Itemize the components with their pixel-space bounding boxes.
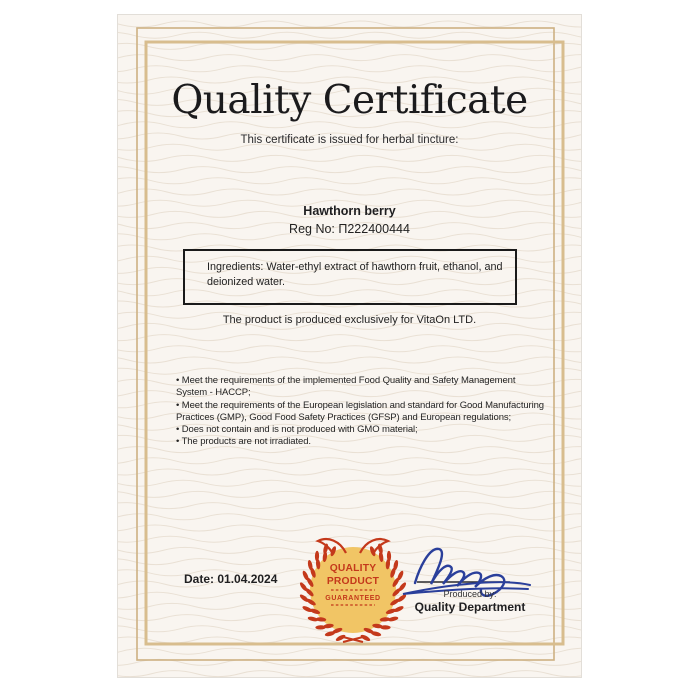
produced-by-label: Produced by:	[443, 589, 497, 599]
badge-text-quality: QUALITY	[329, 563, 377, 574]
requirement-item: • The products are not irradiated.	[176, 436, 311, 448]
requirement-item: • Meet the requirements of the European legislation and standard for Good Manufacturing Practices (GMP), Good Food Safety Practices (GFSP) and European regulations;	[176, 399, 544, 423]
registration-number: Reg No: П222400444	[289, 222, 410, 236]
certificate-subtitle: This certificate is issued for herbal tincture:	[240, 134, 459, 146]
certificate-page	[118, 15, 581, 677]
ingredients-box	[183, 249, 517, 305]
badge-text-product: PRODUCT	[326, 576, 380, 587]
ingredients-text: Ingredients: Water-ethyl extract of hawthorn fruit, ethanol, and deionized water.	[207, 261, 503, 288]
badge-text-guaranteed: GUARANTEED	[325, 595, 381, 602]
date-label: Date: 01.04.2024	[184, 572, 278, 586]
exclusivity-note: The product is produced exclusively for VitaOn LTD.	[222, 314, 477, 326]
requirements-list	[176, 375, 544, 449]
certificate-title: Quality Certificate	[171, 78, 528, 123]
department-label: Quality Department	[414, 600, 526, 614]
requirement-item: • Does not contain and is not produced with GMO material;	[176, 424, 418, 436]
product-name: Hawthorn berry	[303, 204, 396, 218]
requirement-item: • Meet the requirements of the implemented Food Quality and Safety Management System - HACCP;	[176, 375, 516, 399]
wreath-stems	[343, 637, 363, 642]
